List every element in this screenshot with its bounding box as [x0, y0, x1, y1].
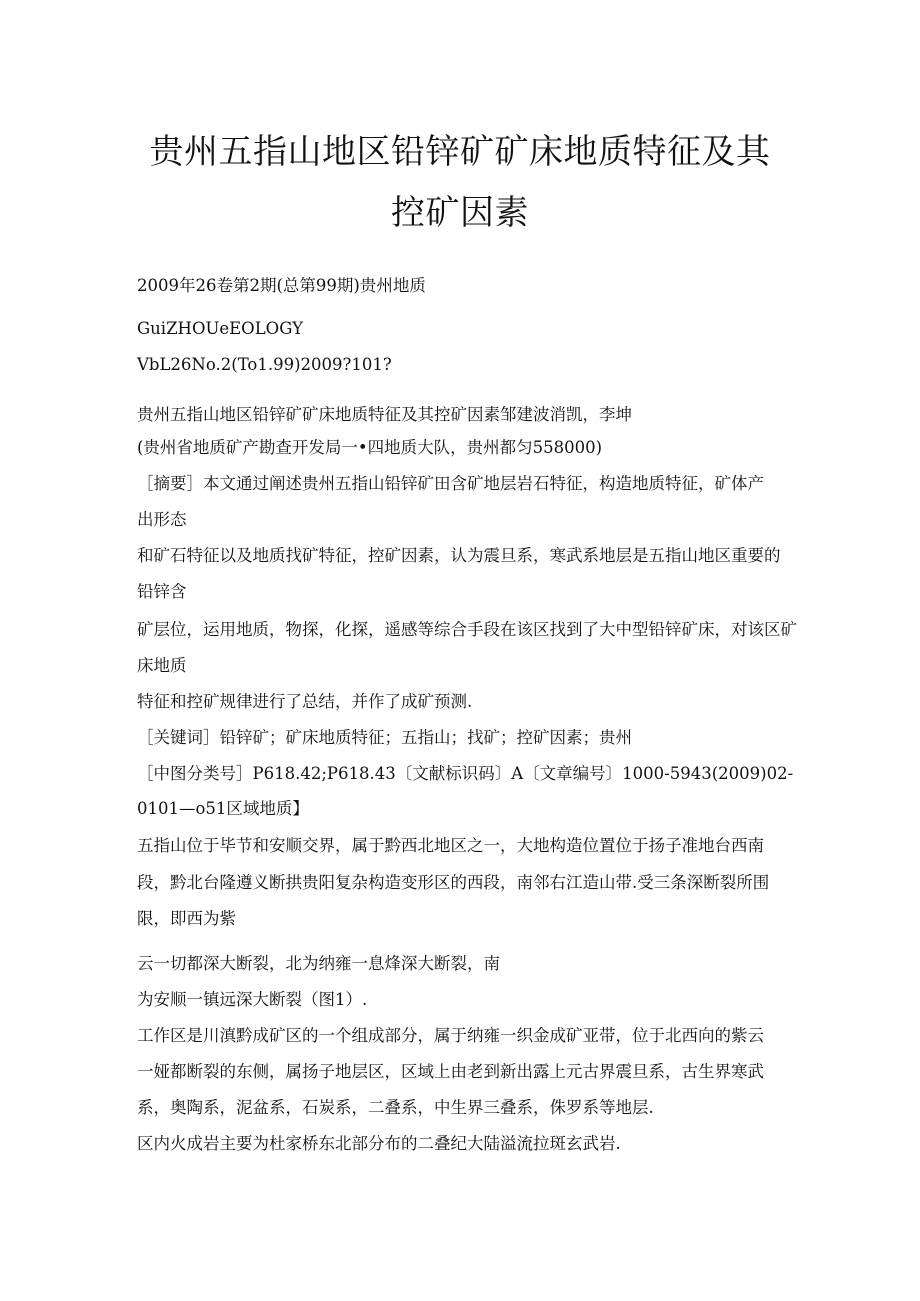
- paragraph-line: 云一切都深大断裂，北为纳雍一息烽深大断裂，南: [137, 954, 500, 973]
- document-title-line-1: 贵州五指山地区铅锌矿矿床地质特征及其: [149, 132, 771, 172]
- abstract-line: 矿层位，运用地质，物探，化探，遥感等综合手段在该区找到了大中型铅锌矿床，对该区矿: [137, 620, 797, 639]
- paragraph-line: 段，黔北台隆遵义断拱贵阳复杂构造变形区的西段，南邻右江造山带.受三条深断裂所围: [137, 873, 770, 892]
- classification-numbers-cont: 0101—o51区域地质】: [137, 799, 309, 818]
- volume-info-en: VbL26No.2(To1.99)2009?101?: [137, 355, 392, 374]
- paragraph-line: 为安顺一镇远深大断裂（图1）.: [137, 990, 368, 1009]
- paragraph-line: 工作区是川滇黔成矿区的一个组成部分，属于纳雍一织金成矿亚带，位于北西向的紫云: [137, 1026, 764, 1045]
- abstract-line: 和矿石特征以及地质找矿特征，控矿因素，认为震旦系，寒武系地层是五指山地区重要的: [137, 546, 781, 565]
- paragraph-line: 系，奥陶系，泥盆系，石炭系，二叠系，中生界三叠系，侏罗系等地层.: [137, 1098, 654, 1117]
- paragraph-line: 一娅都断裂的东侧，属扬子地层区，区域上由老到新出露上元古界震旦系，古生界寒武: [137, 1062, 764, 1081]
- abstract-line: 床地质: [137, 656, 187, 675]
- issue-info: 2009年26卷第2期(总第99期)贵州地质: [137, 276, 426, 295]
- abstract-line: ［摘要］本文通过阐述贵州五指山铅锌矿田含矿地层岩石特征，构造地质特征，矿体产: [137, 474, 764, 493]
- article-byline: 贵州五指山地区铅锌矿矿床地质特征及其控矿因素邹建波消凯，李坤: [137, 405, 632, 424]
- abstract-line: 特征和控矿规律进行了总结，并作了成矿预测.: [137, 692, 473, 711]
- journal-name-en: GuiZHOUeEOLOGY: [137, 319, 303, 338]
- paragraph-line: 区内火成岩主要为杜家桥东北部分布的二叠纪大陆溢流拉斑玄武岩.: [137, 1134, 621, 1153]
- classification-numbers: ［中图分类号］P618.42;P618.43〔文献标识码〕A〔文章编号〕1000-5943(2009)02-: [137, 764, 794, 783]
- paragraph-line: 五指山位于毕节和安顺交界，属于黔西北地区之一，大地构造位置位于扬子准地台西南: [137, 836, 764, 855]
- document-title-line-2: 控矿因素: [391, 193, 529, 233]
- author-affiliation: (贵州省地质矿产勘查开发局一•四地质大队，贵州都匀558000): [137, 438, 603, 457]
- abstract-line: 出形态: [137, 510, 187, 529]
- paragraph-line: 限，即西为紫: [137, 909, 236, 928]
- keywords: ［关键词］铅锌矿；矿床地质特征；五指山；找矿；控矿因素；贵州: [137, 728, 632, 747]
- abstract-line: 铅锌含: [137, 582, 187, 601]
